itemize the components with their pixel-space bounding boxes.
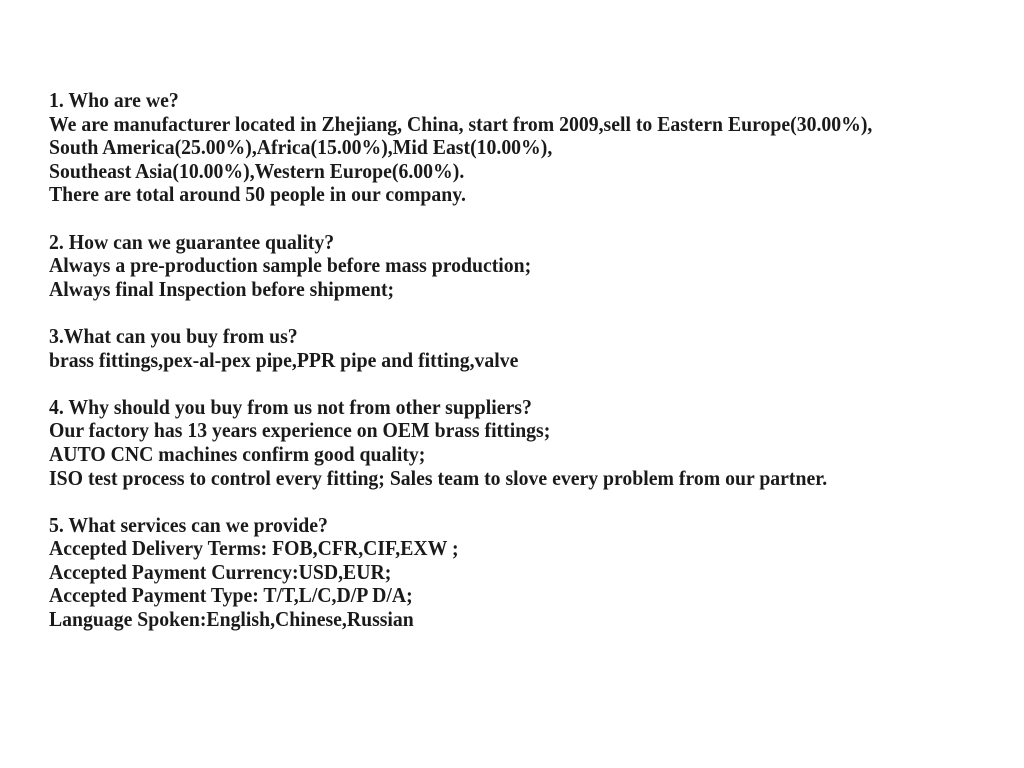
text-line: Always final Inspection before shipment;	[49, 276, 395, 301]
text-line: ISO test process to control every fitting; Sales team to slove every problem from our partner.	[49, 465, 828, 490]
text-line: South America(25.00%),Africa(15.00%),Mid East(10.00%),	[49, 135, 553, 160]
text-line: 3.What can you buy from us?	[49, 323, 298, 348]
text-line: Accepted Payment Type: T/T,L/C,D/P D/A;	[49, 583, 413, 608]
faq-section-what-can-you-buy	[49, 325, 872, 372]
text-line: There are total around 50 people in our company.	[49, 182, 466, 207]
text-line: 5. What services can we provide?	[49, 512, 328, 537]
text-line: 4. Why should you buy from us not from other suppliers?	[49, 394, 532, 419]
faq-section-services	[49, 514, 872, 632]
text-line: 1. Who are we?	[49, 88, 179, 112]
text-line: Accepted Delivery Terms: FOB,CFR,CIF,EXW ;	[49, 536, 459, 561]
text-line: AUTO CNC machines confirm good quality;	[49, 441, 426, 466]
faq-section-who-are-we	[49, 89, 872, 207]
faq-section-guarantee-quality	[49, 231, 872, 302]
text-line: brass fittings,pex-al-pex pipe,PPR pipe and fitting,valve	[49, 347, 519, 372]
text-line: Southeast Asia(10.00%),Western Europe(6.00%).	[49, 158, 465, 183]
faq-section-why-buy-from-us	[49, 396, 872, 490]
text-line: Language Spoken:English,Chinese,Russian	[49, 607, 414, 632]
faq-text-block	[49, 89, 872, 632]
text-line: Accepted Payment Currency:USD,EUR;	[49, 559, 392, 584]
text-line: Always a pre-production sample before mass production;	[49, 253, 532, 278]
text-line: We are manufacturer located in Zhejiang, China, start from 2009,sell to Eastern Europe(30.00%),	[49, 111, 873, 136]
text-line: Our factory has 13 years experience on OEM brass fittings;	[49, 418, 551, 443]
text-line: 2. How can we guarantee quality?	[49, 229, 335, 254]
